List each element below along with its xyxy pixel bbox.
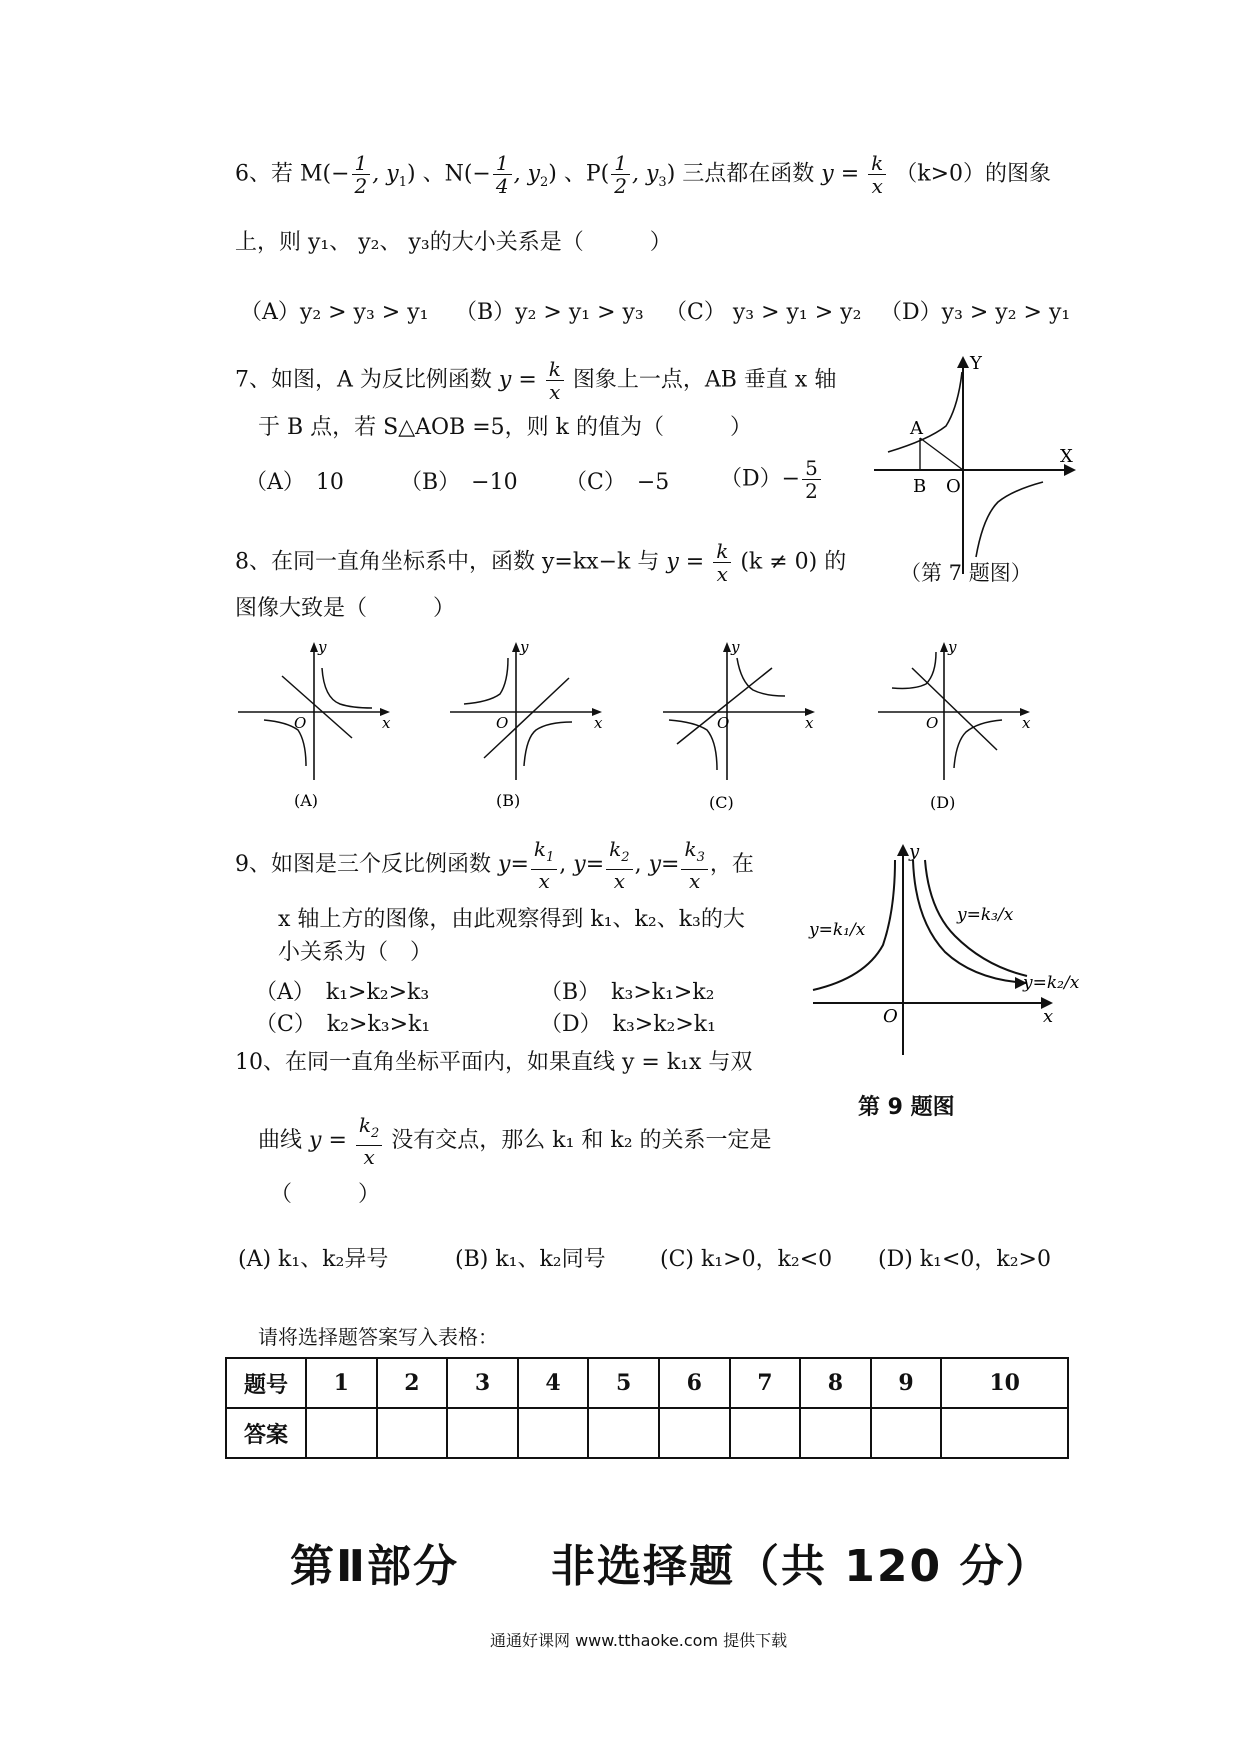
- q6-cond: （k>0）的图象: [895, 161, 1052, 187]
- svg-text:y=k₂/x: y=k₂/x: [1023, 973, 1080, 993]
- graph-b: [450, 638, 603, 810]
- frac: $\frac{5}{2}$: [802, 457, 821, 502]
- point-n: 、N(: [422, 161, 473, 187]
- q9-text-b: ，在: [709, 852, 754, 877]
- row-head-number: 题号: [226, 1358, 306, 1408]
- answer-cell[interactable]: [588, 1408, 659, 1458]
- q8-line2: 图像大致是（ ）: [235, 596, 456, 621]
- hyperbola-branch-2: [888, 372, 962, 452]
- svg-text:y=k₃/x: y=k₃/x: [957, 905, 1014, 925]
- q6-lead: 6、若: [235, 161, 293, 187]
- svg-text:O: O: [496, 714, 509, 732]
- q9-option-a: （A） k₁>k₂>k₃: [255, 980, 430, 1005]
- qnum-cell: 9: [871, 1358, 942, 1408]
- frac: $\frac{k}{x}$: [546, 358, 564, 403]
- answer-table: [225, 1357, 1069, 1459]
- qnum-cell: 1: [306, 1358, 377, 1408]
- svg-text:x: x: [1043, 1006, 1054, 1027]
- q6-option-c: （C） y₃ > y₁ > y₂: [665, 300, 862, 325]
- frac: $\frac{k_2}{x}$: [606, 838, 632, 892]
- q9-figure: [805, 840, 1080, 1120]
- qnum-cell: 3: [447, 1358, 518, 1408]
- q9-fig-caption: 第 9 题图: [858, 1095, 955, 1120]
- q8-text-a: 8、在同一直角坐标系中，函数 y=kx−k 与: [235, 549, 660, 575]
- y-axis-arrow: [957, 356, 969, 368]
- footer: 通通好课网 www.tthaoke.com 提供下载: [490, 1631, 788, 1650]
- q9-option-c: （C） k₂>k₃>k₁: [255, 1012, 431, 1037]
- segment-ao: [920, 438, 963, 470]
- answer-cell[interactable]: [659, 1408, 730, 1458]
- qnum-cell: 5: [588, 1358, 659, 1408]
- q6-mid: 三点都在函数: [682, 161, 815, 187]
- hyperbola-branch-4: [976, 482, 1043, 557]
- point-p: 、P(: [563, 161, 610, 187]
- frac: $\frac{k_1}{x}$: [531, 838, 557, 892]
- q9-line3: 小关系为（ ）: [278, 940, 433, 965]
- answer-cell[interactable]: [941, 1408, 1068, 1458]
- q7-option-d: [720, 457, 823, 502]
- answer-cell[interactable]: [518, 1408, 589, 1458]
- q7-line1: 7、如图，A 为反比例函数 y = $\frac{k}{x}$ 图象上一点，AB 垂直 x 轴: [235, 357, 837, 404]
- qnum-cell: 10: [941, 1358, 1068, 1408]
- svg-text:(D): (D): [930, 793, 956, 812]
- q7-fig-caption: （第 7 题图）: [900, 561, 1032, 585]
- frac: $\frac{1}{4}$: [493, 152, 512, 197]
- q10-option-d: (D) k₁<0，k₂>0: [878, 1247, 1051, 1272]
- q9-line2: x 轴上方的图像，由此观察得到 k₁、k₂、k₃的大: [278, 907, 745, 932]
- svg-text:y: y: [318, 638, 327, 656]
- point-m: M(: [300, 161, 332, 187]
- q6-line1: 6、若 M(− $\frac{1}{2}$ , $y_1$) 、N(− $\frac{1}{4}$ , $y_2$) 、P( $\frac{1}{2}$ , $y_3$) 三点都在函数 y = $\frac{k}{x}$ （k>0）的图象: [235, 151, 1052, 198]
- q6-option-d: （D）y₃ > y₂ > y₁: [880, 300, 1071, 325]
- answer-cell[interactable]: [447, 1408, 518, 1458]
- table-row-numbers: [226, 1358, 1068, 1408]
- label-b: B: [913, 476, 927, 497]
- q10-option-c: (C) k₁>0，k₂<0: [660, 1247, 833, 1272]
- frac: $\frac{1}{2}$: [611, 152, 630, 197]
- q6-option-b: （B）y₂ > y₁ > y₃: [455, 300, 644, 325]
- q7-text-a: 7、如图，A 为反比例函数: [235, 367, 492, 393]
- qnum-cell: 6: [659, 1358, 730, 1408]
- q10-text-b: 没有交点，那么 k₁ 和 k₂ 的关系一定是: [391, 1128, 772, 1153]
- qnum-cell: 4: [518, 1358, 589, 1408]
- qnum-cell: 8: [800, 1358, 871, 1408]
- answer-cell[interactable]: [800, 1408, 871, 1458]
- svg-text:(B): (B): [496, 791, 521, 810]
- q7-option-a: （A） 10: [245, 470, 344, 495]
- graph-d: [878, 638, 1031, 812]
- q10-option-b: (B) k₁、k₂同号: [455, 1247, 606, 1272]
- q7-option-b: （B） −10: [400, 470, 518, 495]
- svg-text:y=k₁/x: y=k₁/x: [809, 920, 866, 940]
- frac: $\frac{k}{x}$: [713, 540, 731, 585]
- part-two-heading: 第Ⅱ部分 非选择题（共 120 分）: [290, 1541, 1052, 1592]
- frac: $\frac{k_2}{x}$: [356, 1114, 382, 1168]
- q10-option-a: (A) k₁、k₂异号: [238, 1247, 389, 1272]
- svg-text:y: y: [731, 638, 740, 656]
- q9-text-a: 9、如图是三个反比例函数: [235, 852, 491, 877]
- q6-option-a: （A）y₂ > y₃ > y₁: [240, 300, 429, 325]
- svg-text:O: O: [294, 714, 307, 732]
- svg-text:O: O: [717, 714, 730, 732]
- svg-text:y: y: [909, 841, 920, 862]
- q7-line2: 于 B 点，若 S△AOB =5，则 k 的值为（ ）: [258, 415, 752, 440]
- svg-text:x: x: [382, 714, 391, 732]
- q7-option-c: （C） −5: [565, 470, 670, 495]
- svg-text:x: x: [1022, 714, 1031, 732]
- answer-cell[interactable]: [871, 1408, 942, 1458]
- label-a: A: [910, 418, 923, 439]
- frac: $\frac{k_3}{x}$: [681, 838, 707, 892]
- svg-text:x: x: [594, 714, 603, 732]
- table-row-answers: [226, 1408, 1068, 1458]
- q9-option-b: （B） k₃>k₁>k₂: [540, 980, 715, 1005]
- q8-text-b: (k ≠ 0) 的: [740, 549, 847, 575]
- q7-option-d-label: （D）−: [720, 466, 801, 492]
- label-x: X: [1060, 446, 1073, 467]
- answer-cell[interactable]: [377, 1408, 448, 1458]
- answer-cell[interactable]: [730, 1408, 801, 1458]
- svg-text:y: y: [520, 638, 529, 656]
- q7-figure: [868, 352, 1090, 592]
- label-o: O: [946, 476, 961, 497]
- q10-text-a: 曲线: [258, 1128, 303, 1153]
- q6-line2: 上，则 y₁、 y₂、 y₃的大小关系是（ ）: [235, 230, 672, 255]
- answer-cell[interactable]: [306, 1408, 377, 1458]
- q9-line1: 9、如图是三个反比例函数 y= $\frac{k_1}{x}$ , y= $\frac{k_2}{x}$ , y= $\frac{k_3}{x}$ ，在: [235, 837, 754, 893]
- q10-line2: 曲线 y = $\frac{k_2}{x}$ 没有交点，那么 k₁ 和 k₂ 的关系一定是: [258, 1113, 772, 1169]
- svg-text:x: x: [805, 714, 814, 732]
- q8-line1: 8、在同一直角坐标系中，函数 y=kx−k 与 y = $\frac{k}{x}$ (k ≠ 0) 的: [235, 539, 847, 586]
- qnum-cell: 7: [730, 1358, 801, 1408]
- qnum-cell: 2: [377, 1358, 448, 1408]
- svg-text:y: y: [948, 638, 957, 656]
- q10-line3: （ ）: [270, 1182, 381, 1207]
- q9-option-d: （D） k₃>k₂>k₁: [540, 1012, 716, 1037]
- svg-text:O: O: [926, 714, 939, 732]
- graph-a: [238, 638, 391, 810]
- svg-text:(C): (C): [709, 793, 734, 812]
- frac: $\frac{1}{2}$: [352, 152, 371, 197]
- row-head-answer: 答案: [226, 1408, 306, 1458]
- table-caption: 请将选择题答案写入表格：: [258, 1325, 498, 1349]
- label-y: Y: [970, 353, 982, 374]
- q10-line1: 10、在同一直角坐标平面内，如果直线 y = k₁x 与双: [235, 1050, 753, 1075]
- q8-graphs: [232, 638, 1072, 813]
- svg-text:O: O: [883, 1006, 898, 1027]
- q7-text-b: 图象上一点，AB 垂直 x 轴: [572, 367, 837, 393]
- svg-text:(A): (A): [294, 791, 319, 810]
- graph-c: [663, 638, 815, 812]
- frac: $\frac{k}{x}$: [868, 152, 886, 197]
